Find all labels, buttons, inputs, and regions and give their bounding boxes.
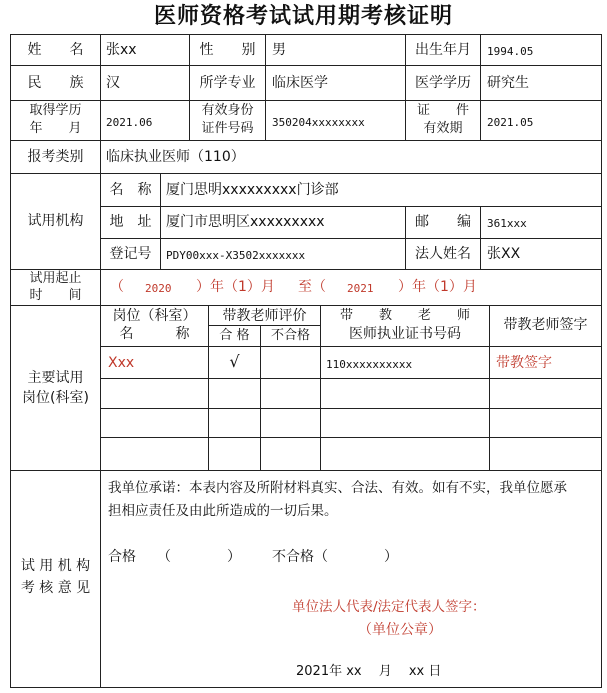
period-end-year: 2021 <box>347 282 374 295</box>
period-start-year: 2020 <box>145 282 172 295</box>
label-major: 所学专业 <box>199 75 256 91</box>
value-birth: 1994.05 <box>487 45 534 58</box>
label-valid-2: 有效期 <box>423 121 463 136</box>
period-to: 至（ <box>298 279 326 295</box>
value-major: 临床医学 <box>272 75 328 91</box>
value-legal-person: 张XX <box>487 246 521 262</box>
value-degree: 研究生 <box>487 75 529 91</box>
label-reg-no: 登记号 <box>109 246 152 262</box>
header-dept-2: 名 称 <box>119 326 190 342</box>
value-org-address: 厦门市思明区xxxxxxxxx <box>166 214 325 230</box>
row-pass-check: √ <box>229 352 240 371</box>
label-opinion-1: 试 用 机 构 <box>20 558 91 574</box>
period-start-month: ）年（1）月 <box>196 279 275 295</box>
label-gender: 性 别 <box>199 42 256 58</box>
header-fail: 不合格 <box>270 328 310 343</box>
header-dept: 岗位（科室） <box>112 308 197 324</box>
value-valid-to: 2021.05 <box>487 116 534 129</box>
legal-sign-line: 单位法人代表/法定代表人签字： <box>292 599 486 615</box>
label-id-2: 证件号码 <box>201 121 254 136</box>
row-teacher-sign: 带教签字 <box>496 355 552 371</box>
label-name: 姓 名 <box>27 42 84 58</box>
document-title: 医师资格考试试用期考核证明 <box>153 3 453 29</box>
value-postcode: 361xxx <box>487 217 527 230</box>
opinion-pass: 合格 （ ） <box>108 549 241 565</box>
label-org: 试用机构 <box>27 213 84 229</box>
period-open-paren: （ <box>110 279 124 295</box>
official-seal: （单位公章） <box>358 622 442 638</box>
pledge-line-2: 担相应责任及由此所造成的一切后果。 <box>108 503 338 519</box>
value-name: 张xx <box>106 42 137 58</box>
row-cert-number: 110xxxxxxxxxx <box>326 358 413 371</box>
label-org-name: 名 称 <box>109 182 152 198</box>
label-id-1: 有效身份 <box>201 103 254 118</box>
header-teacher-sign: 带教老师签字 <box>503 317 588 333</box>
value-gender: 男 <box>272 42 286 58</box>
label-valid-1: 证 件 <box>416 103 469 118</box>
header-pass: 合 格 <box>219 328 250 343</box>
label-period-2: 时 间 <box>29 288 82 303</box>
label-opinion-2: 考 核 意 见 <box>20 580 91 596</box>
label-legal-person: 法人姓名 <box>415 246 471 262</box>
label-org-address: 地 址 <box>109 214 152 230</box>
label-postcode: 邮 编 <box>415 214 471 230</box>
value-id-number: 350204xxxxxxxx <box>272 116 365 129</box>
label-grad-date-1: 取得学历 <box>29 103 82 118</box>
label-grad-date-2: 年 月 <box>29 121 82 136</box>
header-cert-2: 医师执业证书号码 <box>349 326 461 342</box>
pledge-line-1: 我单位承诺：本表内容及所附材料真实、合法、有效。如有不实，我单位愿承 <box>108 480 567 496</box>
label-ethnicity: 民 族 <box>27 75 84 91</box>
value-ethnicity: 汉 <box>106 75 120 91</box>
sign-date: 2021年 xx 月 xx 日 <box>296 664 442 679</box>
opinion-fail: 不合格（ ） <box>272 549 398 565</box>
value-exam-type: 临床执业医师（110） <box>106 149 245 165</box>
value-grad-date: 2021.06 <box>106 116 153 129</box>
value-org-name: 厦门思明xxxxxxxxx门诊部 <box>166 182 339 198</box>
header-cert: 带 教 老 师 <box>339 308 470 323</box>
label-exam-type: 报考类别 <box>27 149 84 165</box>
row-dept: Xxx <box>108 355 135 371</box>
label-birth: 出生年月 <box>415 42 471 58</box>
label-period-1: 试用起止 <box>29 271 82 286</box>
label-degree: 医学学历 <box>415 75 471 91</box>
label-post-2: 岗位(科室) <box>22 390 89 406</box>
period-end-month: ）年（1）月 <box>398 279 477 295</box>
value-reg-no: PDY00xxx-X3502xxxxxxx <box>166 249 306 262</box>
header-eval: 带教老师评价 <box>222 308 307 324</box>
label-post-1: 主要试用 <box>27 370 84 386</box>
